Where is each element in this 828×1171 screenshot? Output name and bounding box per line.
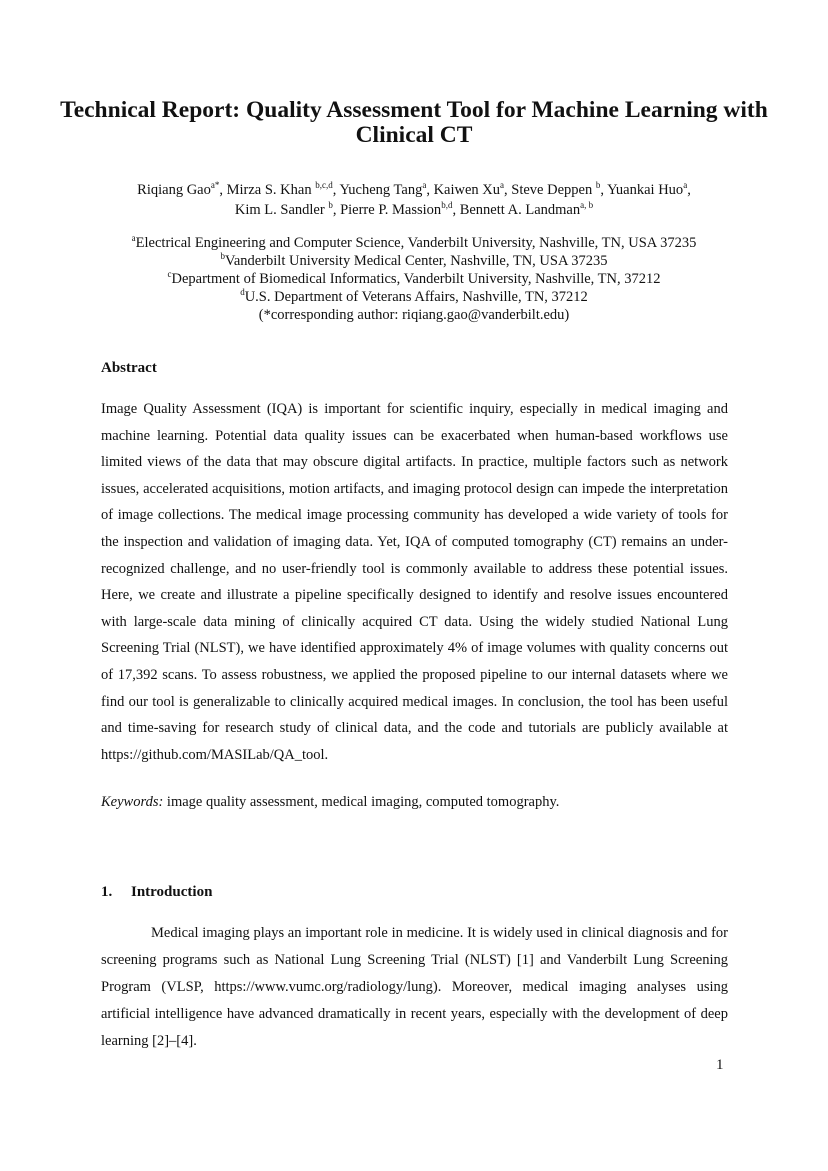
section-number: 1. [101, 884, 113, 900]
author: Kim L. Sandler $^b$, [234, 200, 341, 218]
keywords-text: image quality assessment, medical imaging, computed tomography. [163, 794, 560, 810]
affiliation: $^c$Department of Biomedical Informatics, Vanderbilt University, Nashville, TN, 37212 [167, 269, 661, 287]
author-list [60, 180, 768, 220]
corresponding-author: (*corresponding author: riqiang.gao@vanderbilt.edu) [258, 307, 570, 323]
author: Pierre P. Massion$^{b,d}$, [340, 200, 460, 218]
author: Steve Deppen $^b$, [511, 180, 608, 198]
affiliation: $^d$U.S. Department of Veterans Affairs, Nashville, TN, 37212 [240, 287, 588, 305]
author: Mirza S. Khan $^{b,c,d}$, [226, 180, 340, 198]
author-line-1 [137, 182, 691, 198]
section-heading-introduction [101, 884, 212, 901]
author: Yucheng Tang$^a$, [339, 180, 434, 198]
author-line-2 [235, 202, 593, 218]
author: Riqiang Gao$^{a*}$, [137, 180, 227, 198]
author: Bennett A. Landman$^{a, b}$ [459, 200, 594, 218]
author: Yuankai Huo$^a$, [607, 180, 691, 198]
keywords-label: Keywords: [101, 794, 164, 810]
affiliation: $^b$Vanderbilt University Medical Center, Nashville, TN, USA 37235 [220, 251, 608, 269]
section-title: Introduction [131, 884, 213, 900]
paper-title: Technical Report: Quality Assessment Tool for Machine Learning with Clinical CT [60, 97, 768, 148]
affiliation-list [60, 234, 768, 324]
page-number: 1 [716, 1057, 724, 1073]
abstract-text: Image Quality Assessment (IQA) is important for scientific inquiry, especially in medical imaging and machine learning. Potential data quality issues can be exacerbated when human-based workflows use limited views of the data that may obscure digital artifacts. In practice, multiple factors such as network issues, accelerated acquisitions, motion artifacts, and imaging protocol design can impede the interpretation of image collections. The medical image processing community has developed a wide variety of tools for the inspection and validation of imaging data. Yet, IQA of computed tomography (CT) remains an under-recognized challenge, and no user-friendly tool is commonly available to address these potential issues. Here, we create and illustrate a pipeline specifically designed to identify and resolve issues encountered with large-scale data mining of clinically acquired CT data. Using the widely studied National Lung Screening Trial (NLST), we have identified approximately 4% of image volumes with quality concerns out of 17,392 scans. To assess robustness, we applied the proposed pipeline to our internal datasets where we find our tool is generalizable to clinically acquired medical images. In conclusion, the tool has been useful and time-saving for research study of clinical data, and the code and tutorials are publicly available at https://github.com/MASILab/QA_tool. [101, 401, 728, 763]
introduction-paragraph: Medical imaging plays an important role in medicine. It is widely used in clinical diagnosis and for screening programs such as National Lung Screening Trial (NLST) [1] and Vanderbilt Lung Screening Program (VLSP, https://www.vumc.org/radiology/lung). Moreover, medical imaging analyses using artificial intelligence have advanced dramatically in recent years, especially with the development of deep learning [2]–[4]. [101, 925, 728, 1049]
author: Kaiwen Xu$^a$, [433, 180, 512, 198]
affiliation: $^a$Electrical Engineering and Computer Science, Vanderbilt University, Nashville, TN, USA 37235 [131, 233, 697, 251]
abstract-heading: Abstract [101, 360, 157, 376]
keywords [101, 794, 559, 811]
